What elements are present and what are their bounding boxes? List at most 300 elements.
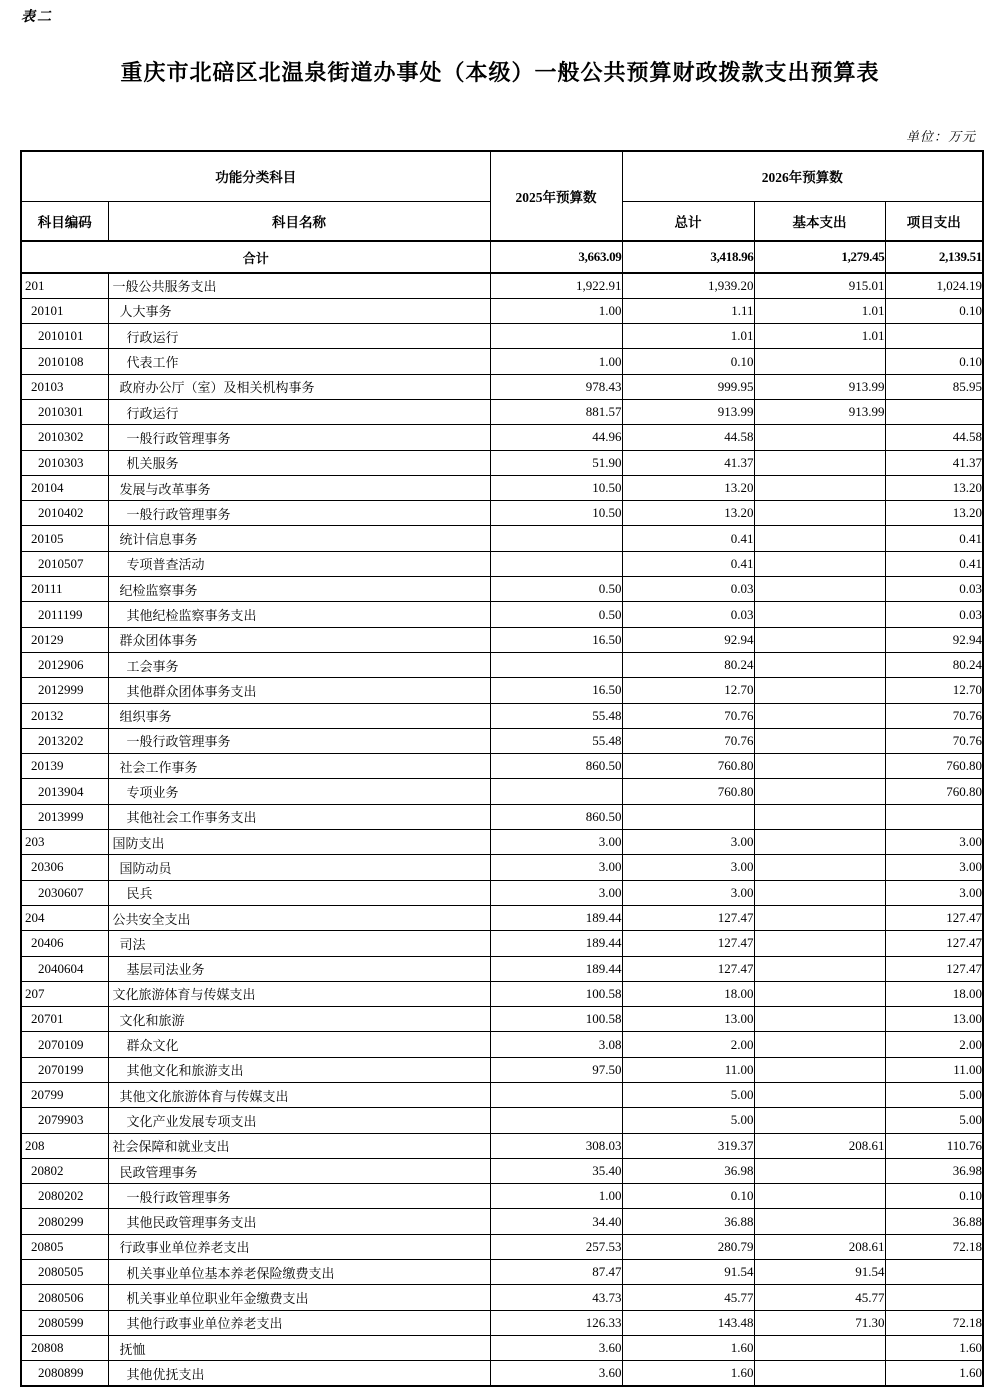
table-row — [21, 855, 983, 880]
cell-2025: 3.00 — [490, 830, 622, 855]
cell-project — [885, 324, 983, 349]
cell-2025: 0.50 — [490, 577, 622, 602]
cell-2025: 55.48 — [490, 703, 622, 728]
cell-2025: 860.50 — [490, 754, 622, 779]
cell-name: 人大事务 — [108, 298, 490, 323]
cell-total: 3.00 — [622, 830, 754, 855]
cell-basic — [754, 956, 885, 981]
header-project-expense: 项目支出 — [885, 201, 983, 241]
cell-basic — [754, 425, 885, 450]
cell-2025: 1,922.91 — [490, 273, 622, 298]
cell-total: 3.00 — [622, 880, 754, 905]
cell-basic — [754, 349, 885, 374]
cell-total: 91.54 — [622, 1260, 754, 1285]
cell-total: 0.10 — [622, 349, 754, 374]
cell-name: 其他文化和旅游支出 — [108, 1057, 490, 1082]
cell-basic — [754, 1007, 885, 1032]
cell-name: 行政运行 — [108, 399, 490, 424]
cell-code: 20799 — [21, 1083, 108, 1108]
cell-2025: 100.58 — [490, 1007, 622, 1032]
cell-code: 2080202 — [21, 1184, 108, 1209]
cell-name: 司法 — [108, 931, 490, 956]
cell-project: 0.10 — [885, 298, 983, 323]
cell-basic — [754, 855, 885, 880]
cell-total: 913.99 — [622, 399, 754, 424]
cell-total: 12.70 — [622, 678, 754, 703]
cell-basic — [754, 754, 885, 779]
cell-project: 70.76 — [885, 703, 983, 728]
cell-code: 20132 — [21, 703, 108, 728]
cell-code: 2010101 — [21, 324, 108, 349]
cell-name: 其他行政事业单位养老支出 — [108, 1310, 490, 1335]
cell-basic: 71.30 — [754, 1310, 885, 1335]
table-row — [21, 425, 983, 450]
cell-basic — [754, 981, 885, 1006]
cell-code: 2070109 — [21, 1032, 108, 1057]
cell-basic — [754, 905, 885, 930]
table-row — [21, 905, 983, 930]
cell-project: 0.10 — [885, 349, 983, 374]
cell-total: 13.20 — [622, 501, 754, 526]
header-total: 总计 — [622, 201, 754, 241]
table-row — [21, 981, 983, 1006]
cell-basic — [754, 678, 885, 703]
cell-project: 1.60 — [885, 1361, 983, 1386]
cell-total: 2.00 — [622, 1032, 754, 1057]
table-row — [21, 931, 983, 956]
cell-name: 一般公共服务支出 — [108, 273, 490, 298]
cell-name: 专项普查活动 — [108, 551, 490, 576]
table-row — [21, 349, 983, 374]
cell-project: 13.20 — [885, 475, 983, 500]
cell-basic — [754, 1335, 885, 1360]
cell-project: 760.80 — [885, 754, 983, 779]
cell-2025: 44.96 — [490, 425, 622, 450]
cell-project: 72.18 — [885, 1310, 983, 1335]
cell-code: 20101 — [21, 298, 108, 323]
cell-2025: 881.57 — [490, 399, 622, 424]
cell-name: 统计信息事务 — [108, 526, 490, 551]
cell-project: 1.60 — [885, 1335, 983, 1360]
cell-project: 0.41 — [885, 551, 983, 576]
table-row — [21, 1260, 983, 1285]
table-row — [21, 1133, 983, 1158]
cell-basic — [754, 1057, 885, 1082]
table-row — [21, 298, 983, 323]
cell-code: 20139 — [21, 754, 108, 779]
cell-basic — [754, 602, 885, 627]
table-row — [21, 1310, 983, 1335]
cell-2025 — [490, 324, 622, 349]
cell-2025 — [490, 526, 622, 551]
cell-code: 2010108 — [21, 349, 108, 374]
cell-total: 44.58 — [622, 425, 754, 450]
table-row — [21, 1083, 983, 1108]
cell-total: 760.80 — [622, 754, 754, 779]
cell-name: 公共安全支出 — [108, 905, 490, 930]
cell-name: 文化和旅游 — [108, 1007, 490, 1032]
cell-name: 其他优抚支出 — [108, 1361, 490, 1386]
table-row — [21, 678, 983, 703]
cell-total: 1.11 — [622, 298, 754, 323]
cell-name: 纪检监察事务 — [108, 577, 490, 602]
cell-code: 20808 — [21, 1335, 108, 1360]
cell-project: 44.58 — [885, 425, 983, 450]
table-row — [21, 324, 983, 349]
table-row — [21, 551, 983, 576]
cell-project: 127.47 — [885, 905, 983, 930]
cell-basic — [754, 779, 885, 804]
cell-code: 207 — [21, 981, 108, 1006]
cell-basic — [754, 703, 885, 728]
cell-total: 92.94 — [622, 627, 754, 652]
sheet-label: 表二 — [21, 10, 53, 25]
table-row — [21, 1032, 983, 1057]
cell-code: 2080299 — [21, 1209, 108, 1234]
cell-total: 5.00 — [622, 1108, 754, 1133]
cell-name: 专项业务 — [108, 779, 490, 804]
cell-basic: 45.77 — [754, 1285, 885, 1310]
cell-total: 127.47 — [622, 931, 754, 956]
table-row — [21, 956, 983, 981]
cell-code: 2080599 — [21, 1310, 108, 1335]
cell-name: 社会保障和就业支出 — [108, 1133, 490, 1158]
cell-basic — [754, 577, 885, 602]
cell-project: 72.18 — [885, 1234, 983, 1259]
cell-basic: 915.01 — [754, 273, 885, 298]
cell-2025: 10.50 — [490, 501, 622, 526]
cell-total: 70.76 — [622, 703, 754, 728]
cell-2025: 35.40 — [490, 1158, 622, 1183]
cell-2025: 51.90 — [490, 450, 622, 475]
cell-total: 45.77 — [622, 1285, 754, 1310]
cell-code: 20805 — [21, 1234, 108, 1259]
cell-code: 20701 — [21, 1007, 108, 1032]
table-row — [21, 880, 983, 905]
cell-name: 行政运行 — [108, 324, 490, 349]
cell-2025: 16.50 — [490, 678, 622, 703]
cell-project: 2.00 — [885, 1032, 983, 1057]
cell-basic — [754, 652, 885, 677]
table-row — [21, 501, 983, 526]
cell-2025: 126.33 — [490, 1310, 622, 1335]
grand-total-project: 2,139.51 — [885, 241, 983, 273]
table-row — [21, 1057, 983, 1082]
cell-code: 2010402 — [21, 501, 108, 526]
cell-basic — [754, 627, 885, 652]
header-2025-budget: 2025年预算数 — [490, 151, 622, 241]
cell-2025: 3.00 — [490, 880, 622, 905]
cell-name: 行政事业单位养老支出 — [108, 1234, 490, 1259]
cell-basic — [754, 1361, 885, 1386]
cell-total: 280.79 — [622, 1234, 754, 1259]
table-row — [21, 475, 983, 500]
cell-basic — [754, 880, 885, 905]
cell-total: 41.37 — [622, 450, 754, 475]
cell-project: 70.76 — [885, 728, 983, 753]
cell-code: 2080505 — [21, 1260, 108, 1285]
table-row — [21, 1007, 983, 1032]
cell-2025: 16.50 — [490, 627, 622, 652]
cell-name: 民政管理事务 — [108, 1158, 490, 1183]
cell-project: 110.76 — [885, 1133, 983, 1158]
cell-name: 群众团体事务 — [108, 627, 490, 652]
cell-total: 127.47 — [622, 956, 754, 981]
cell-project: 127.47 — [885, 956, 983, 981]
cell-total: 0.41 — [622, 551, 754, 576]
cell-code: 2010303 — [21, 450, 108, 475]
cell-basic — [754, 1083, 885, 1108]
cell-total: 319.37 — [622, 1133, 754, 1158]
page-title: 重庆市北碚区北温泉街道办事处（本级）一般公共预算财政拨款支出预算表 — [120, 60, 880, 85]
cell-basic: 1.01 — [754, 324, 885, 349]
cell-name: 组织事务 — [108, 703, 490, 728]
cell-project: 18.00 — [885, 981, 983, 1006]
cell-name: 民兵 — [108, 880, 490, 905]
cell-2025: 189.44 — [490, 931, 622, 956]
cell-project: 3.00 — [885, 830, 983, 855]
cell-project: 3.00 — [885, 855, 983, 880]
cell-code: 20104 — [21, 475, 108, 500]
cell-2025: 3.60 — [490, 1335, 622, 1360]
table-row — [21, 602, 983, 627]
cell-2025: 189.44 — [490, 905, 622, 930]
cell-code: 2010301 — [21, 399, 108, 424]
cell-2025: 0.50 — [490, 602, 622, 627]
cell-code: 2040604 — [21, 956, 108, 981]
cell-name: 其他文化旅游体育与传媒支出 — [108, 1083, 490, 1108]
cell-basic — [754, 1184, 885, 1209]
cell-total: 13.20 — [622, 475, 754, 500]
cell-name: 机关服务 — [108, 450, 490, 475]
header-basic-expense: 基本支出 — [754, 201, 885, 241]
cell-total: 127.47 — [622, 905, 754, 930]
cell-2025: 860.50 — [490, 804, 622, 829]
table-row — [21, 1209, 983, 1234]
cell-name: 其他社会工作事务支出 — [108, 804, 490, 829]
table-row — [21, 728, 983, 753]
cell-code: 20105 — [21, 526, 108, 551]
cell-code: 2080506 — [21, 1285, 108, 1310]
cell-name: 工会事务 — [108, 652, 490, 677]
cell-name: 其他民政管理事务支出 — [108, 1209, 490, 1234]
cell-basic — [754, 1209, 885, 1234]
cell-2025 — [490, 551, 622, 576]
cell-project: 11.00 — [885, 1057, 983, 1082]
cell-total: 13.00 — [622, 1007, 754, 1032]
cell-project — [885, 804, 983, 829]
cell-total: 3.00 — [622, 855, 754, 880]
cell-project: 0.03 — [885, 602, 983, 627]
table-row — [21, 754, 983, 779]
cell-name: 文化旅游体育与传媒支出 — [108, 981, 490, 1006]
cell-name: 一般行政管理事务 — [108, 425, 490, 450]
cell-basic: 91.54 — [754, 1260, 885, 1285]
cell-project: 85.95 — [885, 374, 983, 399]
cell-code: 201 — [21, 273, 108, 298]
cell-2025: 43.73 — [490, 1285, 622, 1310]
cell-basic: 208.61 — [754, 1133, 885, 1158]
cell-code: 2013999 — [21, 804, 108, 829]
cell-basic — [754, 804, 885, 829]
cell-code: 2030607 — [21, 880, 108, 905]
cell-basic — [754, 475, 885, 500]
cell-total: 1,939.20 — [622, 273, 754, 298]
table-row — [21, 1335, 983, 1360]
table-row — [21, 526, 983, 551]
cell-total: 0.10 — [622, 1184, 754, 1209]
cell-2025: 34.40 — [490, 1209, 622, 1234]
cell-name: 国防支出 — [108, 830, 490, 855]
budget-table-body — [21, 241, 983, 1386]
cell-total: 18.00 — [622, 981, 754, 1006]
cell-2025: 10.50 — [490, 475, 622, 500]
cell-total: 999.95 — [622, 374, 754, 399]
cell-code: 2013904 — [21, 779, 108, 804]
table-row — [21, 804, 983, 829]
cell-code: 2080899 — [21, 1361, 108, 1386]
cell-total: 1.01 — [622, 324, 754, 349]
cell-total: 1.60 — [622, 1335, 754, 1360]
cell-total: 11.00 — [622, 1057, 754, 1082]
table-row — [21, 577, 983, 602]
grand-total-sum: 3,418.96 — [622, 241, 754, 273]
cell-name: 文化产业发展专项支出 — [108, 1108, 490, 1133]
grand-total-basic: 1,279.45 — [754, 241, 885, 273]
cell-project: 5.00 — [885, 1108, 983, 1133]
cell-total: 1.60 — [622, 1361, 754, 1386]
cell-2025: 189.44 — [490, 956, 622, 981]
table-row — [21, 1285, 983, 1310]
cell-total: 0.03 — [622, 602, 754, 627]
cell-total — [622, 804, 754, 829]
cell-name: 基层司法业务 — [108, 956, 490, 981]
cell-name: 一般行政管理事务 — [108, 501, 490, 526]
cell-code: 20802 — [21, 1158, 108, 1183]
cell-total: 80.24 — [622, 652, 754, 677]
cell-2025: 308.03 — [490, 1133, 622, 1158]
cell-basic — [754, 1158, 885, 1183]
cell-name: 国防动员 — [108, 855, 490, 880]
cell-name: 机关事业单位职业年金缴费支出 — [108, 1285, 490, 1310]
cell-2025: 1.00 — [490, 1184, 622, 1209]
cell-project: 127.47 — [885, 931, 983, 956]
table-row — [21, 374, 983, 399]
cell-project: 0.03 — [885, 577, 983, 602]
cell-2025: 97.50 — [490, 1057, 622, 1082]
unit-label: 单位：万元 — [905, 129, 976, 144]
cell-project: 12.70 — [885, 678, 983, 703]
cell-name: 其他群众团体事务支出 — [108, 678, 490, 703]
cell-project: 41.37 — [885, 450, 983, 475]
cell-basic — [754, 551, 885, 576]
cell-project — [885, 399, 983, 424]
header-2026-budget: 2026年预算数 — [622, 151, 983, 201]
cell-project: 36.88 — [885, 1209, 983, 1234]
cell-code: 2010507 — [21, 551, 108, 576]
cell-2025 — [490, 652, 622, 677]
cell-code: 2012906 — [21, 652, 108, 677]
table-row — [21, 399, 983, 424]
cell-code: 20103 — [21, 374, 108, 399]
budget-table — [20, 150, 984, 1387]
cell-project: 5.00 — [885, 1083, 983, 1108]
cell-basic — [754, 526, 885, 551]
cell-2025: 1.00 — [490, 349, 622, 374]
cell-2025 — [490, 779, 622, 804]
header-subject-code: 科目编码 — [21, 201, 108, 241]
cell-project: 92.94 — [885, 627, 983, 652]
cell-total: 36.88 — [622, 1209, 754, 1234]
cell-project — [885, 1260, 983, 1285]
cell-basic: 913.99 — [754, 374, 885, 399]
cell-2025: 978.43 — [490, 374, 622, 399]
cell-total: 760.80 — [622, 779, 754, 804]
cell-basic — [754, 501, 885, 526]
cell-code: 2011199 — [21, 602, 108, 627]
cell-2025 — [490, 1083, 622, 1108]
cell-2025: 257.53 — [490, 1234, 622, 1259]
cell-project: 13.20 — [885, 501, 983, 526]
table-row — [21, 1184, 983, 1209]
table-row — [21, 273, 983, 298]
table-row — [21, 652, 983, 677]
cell-2025: 3.60 — [490, 1361, 622, 1386]
cell-basic — [754, 1032, 885, 1057]
cell-code: 208 — [21, 1133, 108, 1158]
table-row — [21, 1234, 983, 1259]
cell-total: 143.48 — [622, 1310, 754, 1335]
cell-code: 2012999 — [21, 678, 108, 703]
cell-code: 2010302 — [21, 425, 108, 450]
grand-total-label: 合计 — [21, 241, 490, 273]
cell-2025: 1.00 — [490, 298, 622, 323]
cell-project — [885, 1285, 983, 1310]
cell-code: 20111 — [21, 577, 108, 602]
cell-name: 一般行政管理事务 — [108, 728, 490, 753]
cell-project: 80.24 — [885, 652, 983, 677]
grand-total-row — [21, 241, 983, 273]
cell-name: 代表工作 — [108, 349, 490, 374]
cell-basic — [754, 728, 885, 753]
cell-name: 抚恤 — [108, 1335, 490, 1360]
cell-code: 204 — [21, 905, 108, 930]
table-row — [21, 1108, 983, 1133]
cell-project: 760.80 — [885, 779, 983, 804]
cell-2025: 100.58 — [490, 981, 622, 1006]
table-row — [21, 703, 983, 728]
header-subject-name: 科目名称 — [108, 201, 490, 241]
cell-project: 3.00 — [885, 880, 983, 905]
cell-2025: 87.47 — [490, 1260, 622, 1285]
table-row — [21, 779, 983, 804]
cell-total: 36.98 — [622, 1158, 754, 1183]
cell-project: 1,024.19 — [885, 273, 983, 298]
cell-name: 群众文化 — [108, 1032, 490, 1057]
cell-name: 发展与改革事务 — [108, 475, 490, 500]
cell-code: 203 — [21, 830, 108, 855]
cell-total: 0.41 — [622, 526, 754, 551]
cell-2025 — [490, 1108, 622, 1133]
table-row — [21, 830, 983, 855]
header-function-category: 功能分类科目 — [21, 151, 490, 201]
cell-project: 13.00 — [885, 1007, 983, 1032]
cell-code: 20129 — [21, 627, 108, 652]
table-row — [21, 450, 983, 475]
cell-total: 70.76 — [622, 728, 754, 753]
cell-basic — [754, 830, 885, 855]
cell-code: 2013202 — [21, 728, 108, 753]
